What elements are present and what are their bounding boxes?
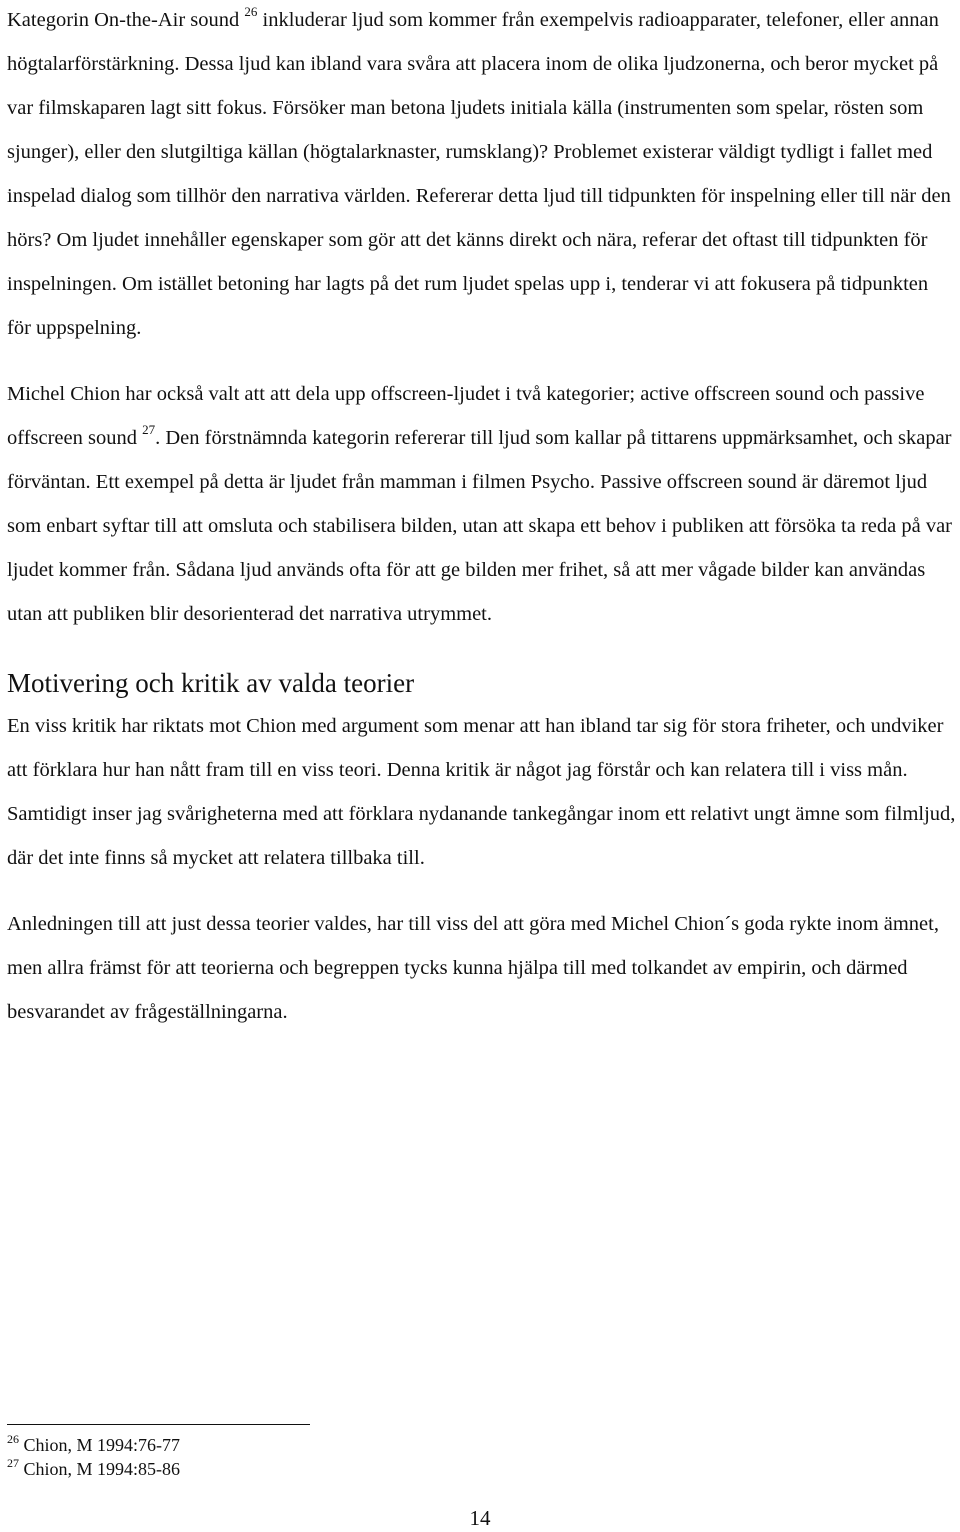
body-paragraph-offscreen bbox=[7, 372, 957, 636]
footnote-number: 26 bbox=[7, 1432, 19, 1446]
body-paragraph-critique: En viss kritik har riktats mot Chion med argument som menar att han ibland tar sig för stora friheter, och undviker att förklara hur han nått fram till en viss teori. Denna kritik är något jag förstår och kan relatera till i viss mån. Samtidigt inser jag svårigheterna med att förklara nydanande tankegångar inom ett relativt ungt ämne som filmljud, där det inte finns så mycket att relatera tillbaka till. bbox=[7, 715, 956, 869]
footnote-item bbox=[7, 1457, 180, 1481]
footnote-divider bbox=[7, 1424, 310, 1425]
footnote-reference: 26 bbox=[244, 4, 258, 19]
paragraph-text: Michel Chion har också valt att att dela upp offscreen-ljudet i två kategorier; active offscreen sound och passive offscreen sound bbox=[7, 383, 925, 449]
paragraph-text: inkluderar ljud som kommer från exempelvis radioapparater, telefoner, eller annan högtalarförstärkning. Dessa ljud kan ibland vara svåra att placera inom de olika ljudzonerna, och beror mycket på var filmskaparen lagt sitt fokus. Försöker man betona ljudets initiala källa (instrumenten som spelar, rösten som sjunger), eller den slutgiltiga källan (högtalarknaster, rumsklang)? Problemet existerar väldigt tydligt i fallet med inspelad dialog som tillhör den narrativa världen. Refererar detta ljud till tidpunkten för inspelning eller till när den hörs? Om ljudet innehåller egenskaper som gör att det känns direkt och nära, referar det oftast till tidpunkten för inspelningen. Om istället betoning har lagts på det rum ljudet spelas upp i, tenderar vi att fokusera på tidpunkten för uppspelning. bbox=[7, 9, 951, 339]
section-heading: Motivering och kritik av valda teorier bbox=[7, 668, 415, 698]
footnote-reference: 27 bbox=[142, 422, 156, 437]
footnote-item bbox=[7, 1433, 180, 1457]
body-paragraph-on-the-air bbox=[7, 0, 957, 350]
paragraph-text: . Den förstnämnda kategorin refererar till ljud som kallar på tittarens uppmärksamhet, och skapar förväntan. Ett exempel på detta är ljudet från mamman i filmen Psycho. Passive offscreen sound är däremot ljud som enbart syftar till att omsluta och stabilisera bilden, utan att skapa ett behov i publiken att försöka ta reda på var ljudet kommer från. Sådana ljud används ofta för att ge bilden mer frihet, så att mer vågade bilder kan användas utan att publiken blir desorienterad det narrativa utrymmet. bbox=[7, 427, 953, 625]
paragraph-text: Kategorin On-the-Air sound bbox=[7, 9, 245, 31]
footnote-text: Chion, M 1994:76-77 bbox=[23, 1435, 181, 1455]
document-page bbox=[7, 0, 957, 1034]
page-number: 14 bbox=[469, 1506, 491, 1530]
body-paragraph-motivation: Anledningen till att just dessa teorier valdes, har till viss del att göra med Michel Chion´s goda rykte inom ämnet, men allra främst för att teorierna och begreppen tycks kunna hjälpa till med tolkandet av empirin, och därmed besvarandet av frågeställningarna. bbox=[7, 913, 939, 1023]
footnote-text: Chion, M 1994:85-86 bbox=[23, 1459, 181, 1479]
footnote-number: 27 bbox=[7, 1456, 19, 1470]
footnotes bbox=[7, 1433, 180, 1481]
